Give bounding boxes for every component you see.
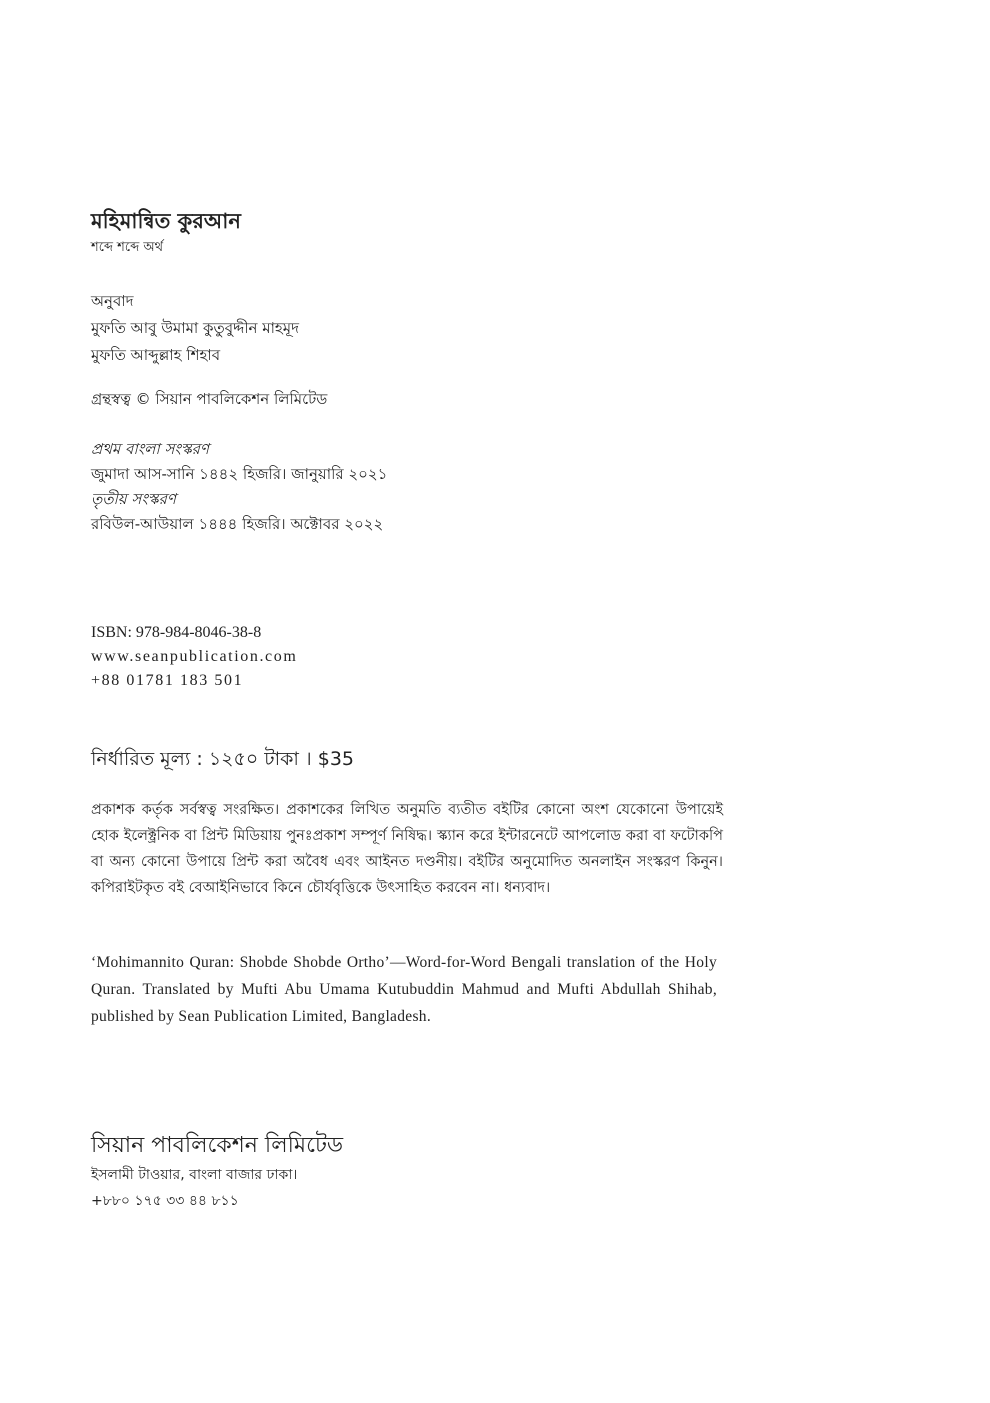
- book-title: মহিমান্বিত কুরআন: [91, 209, 241, 233]
- publisher-phone: +৮৮০ ১৭৫ ৩৩ ৪৪ ৮১১: [91, 1193, 239, 1209]
- edition-history: [91, 437, 387, 537]
- translator-name: মুফতি আব্দুল্লাহ শিহাব: [91, 346, 221, 364]
- credits-label: অনুবাদ: [91, 292, 134, 310]
- edition-name: তৃতীয় সংস্করণ: [91, 490, 176, 508]
- book-subtitle: শব্দে শব্দে অর্থ: [91, 240, 164, 255]
- isbn: ISBN: 978-984-8046-38-8: [91, 624, 262, 641]
- website-link[interactable]: www.seanpublication.com: [91, 648, 298, 665]
- publisher-name: সিয়ান পাবলিকেশন লিমিটেড: [91, 1133, 344, 1158]
- price-line: নির্ধারিত মূল্য : ১২৫০ টাকা । $35: [91, 748, 355, 770]
- phone-number: +88 01781 183 501: [91, 672, 244, 689]
- edition-date: জুমাদা আস-সানি ১৪৪২ হিজরি। জানুয়ারি ২০২১: [91, 465, 388, 483]
- edition-name: প্রথম বাংলা সংস্করণ: [91, 440, 209, 458]
- translator-name: মুফতি আবু উমামা কুতুবুদ্দীন মাহমূদ: [91, 319, 300, 337]
- edition-date: রবিউল-আউয়াল ১৪৪৪ হিজরি। অক্টোবর ২০২২: [91, 515, 384, 533]
- publisher-address: ইসলামী টাওয়ার, বাংলা বাজার ঢাকা।: [91, 1167, 298, 1183]
- english-description: ‘Mohimannito Quran: Shobde Shobde Ortho’—Word-for-Word Bengali translation of the Holy Quran. Translated by Mufti Abu Umama Kutubuddin Mahmud and Mufti Abdullah Shihab, published by Sean Publication Limited, Bangladesh.: [91, 954, 717, 1025]
- copyright-line: গ্রন্থস্বত্ব © সিয়ান পাবলিকেশন লিমিটেড: [91, 390, 328, 408]
- publication-info: [91, 621, 297, 693]
- rights-notice: প্রকাশক কর্তৃক সর্বস্বত্ব সংরক্ষিত। প্রকাশকের লিখিত অনুমতি ব্যতীত বইটির কোনো অংশ যেকোনো উপায়েই হোক ইলেক্ট্রনিক বা প্রিন্ট মিডিয়ায় পুনঃপ্রকাশ সম্পূর্ণ নিষিদ্ধ। স্ক্যান করে ইন্টারনেটে আপলোড করা বা ফটোকপি বা অন্য কোনো উপায়ে প্রিন্ট করা অবৈধ এবং আইনত দণ্ডনীয়। বইটির অনুমোদিত অনলাইন সংস্করণ কিনুন। কপিরাইটকৃত বই বেআইনিভাবে কিনে চৌর্যবৃত্তিকে উৎসাহিত করবেন না। ধন্যবাদ।: [91, 802, 723, 896]
- translation-credits: [91, 288, 299, 369]
